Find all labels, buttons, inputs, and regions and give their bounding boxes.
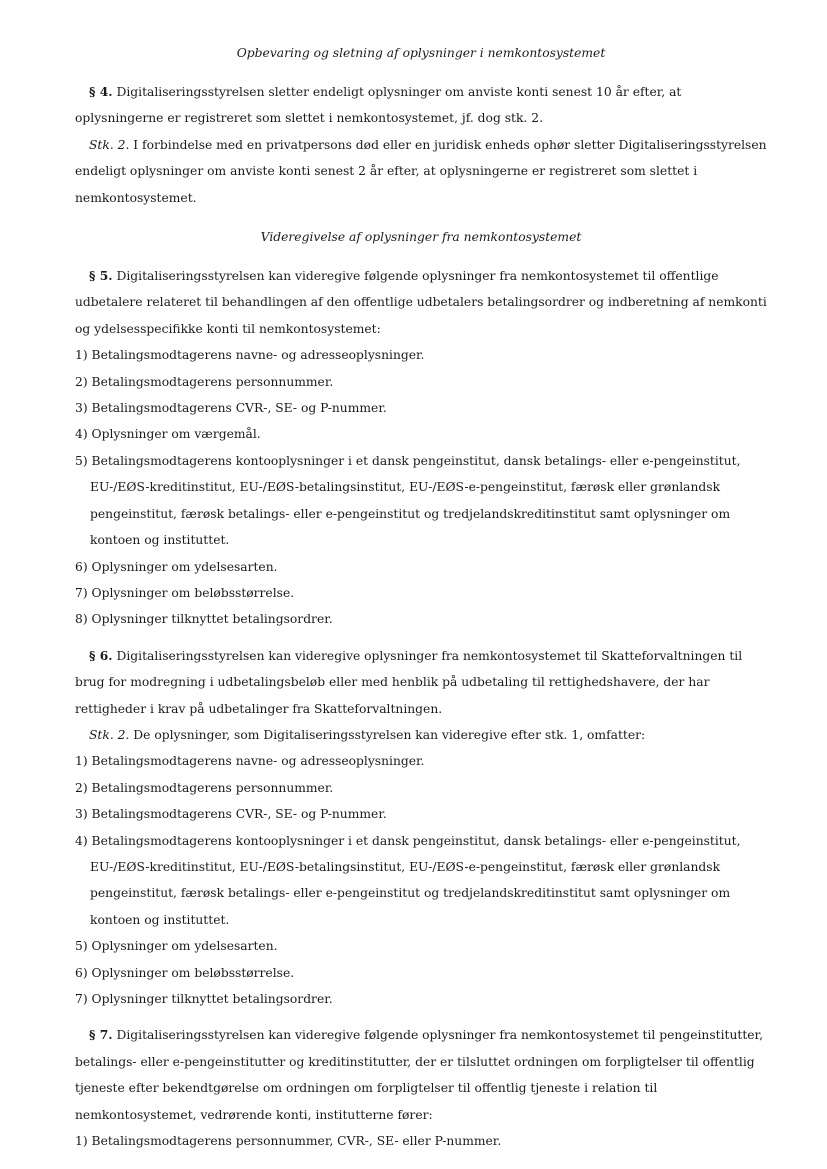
paragraph-text: Digitaliseringsstyrelsen kan videregive følgende oplysninger fra nemkontosystemet til pengeinstitutter, betalings- eller e-pengeinstitutter og kreditinstitutter, der er tilsluttet ordningen om forpligtelser til offentlig tjeneste efter bekendtgørelse om ordningen om forpligtelser til offentlig tjeneste i relation til nemkontosystemet, vedrørende konti, institutterne fører: bbox=[75, 1028, 763, 1122]
list-item: 5) Betalingsmodtagerens kontooplysninger i et dansk pengeinstitut, dansk betalings- eller e-pengeinstitut, EU-/EØS-kreditinstitut, EU-/EØS-betalingsinstitut, EU-/EØS-e-pengeinstitut, færøsk eller grønlandsk pengeinstitut, færøsk betalings- eller e-pengeinstitut og tredjelandskreditinstitut samt oplysninger om kontoen og instituttet. bbox=[75, 453, 741, 548]
section-number: § 4. bbox=[89, 84, 113, 99]
paragraph-5 bbox=[75, 263, 767, 342]
section-number: § 6. bbox=[89, 647, 113, 663]
paragraph-text: Digitaliseringsstyrelsen sletter endeligt oplysninger om anviste konti senest 10 år efter, at oplysningerne er registreret som slettet i nemkontosystemet, jf. dog stk. 2. bbox=[75, 85, 682, 126]
paragraph-text: Digitaliseringsstyrelsen kan videregive følgende oplysninger fra nemkontosystemet til offentlige udbetalere relateret til behandlingen af den offentlige udbetalers betalingsordrer og indberetning af nemkonti og ydelsesspecifikke konti til nemkontosystemet: bbox=[75, 269, 767, 336]
section-heading-storage: Opbevaring og sletning af oplysninger i nemkontosystemet bbox=[236, 46, 606, 60]
stk-label: Stk. 2. bbox=[89, 727, 130, 742]
list-item: 5) Oplysninger om ydelsesarten. bbox=[75, 939, 278, 954]
paragraph-6-list bbox=[75, 748, 767, 1012]
list-item: 7) Oplysninger om beløbsstørrelse. bbox=[75, 585, 295, 600]
list-item: 1) Betalingsmodtagerens navne- og adresseoplysninger. bbox=[75, 754, 425, 769]
list-item: 3) Betalingsmodtagerens CVR-, SE- og P-nummer. bbox=[75, 807, 387, 822]
list-item: 6) Oplysninger om ydelsesarten. bbox=[75, 559, 278, 574]
list-item: 4) Betalingsmodtagerens kontooplysninger i et dansk pengeinstitut, dansk betalings- eller e-pengeinstitut, EU-/EØS-kreditinstitut, EU-/EØS-betalingsinstitut, EU-/EØS-e-pengeinstitut, færøsk eller grønlandsk pengeinstitut, færøsk betalings- eller e-pengeinstitut og tredjelandskreditinstitut samt oplysninger om kontoen og instituttet. bbox=[75, 833, 741, 927]
paragraph-4-stk-2 bbox=[75, 132, 767, 211]
list-item: 6) Oplysninger om beløbsstørrelse. bbox=[75, 965, 295, 980]
list-item: 8) Oplysninger tilknyttet betalingsordrer. bbox=[75, 612, 333, 627]
paragraph-6 bbox=[75, 643, 767, 722]
paragraph-7-list bbox=[75, 1128, 767, 1154]
paragraph-5-list bbox=[75, 342, 767, 632]
section-number: § 5. bbox=[89, 268, 113, 284]
list-item: 3) Betalingsmodtagerens CVR-, SE- og P-nummer. bbox=[75, 401, 387, 416]
list-item: 1) Betalingsmodtagerens navne- og adresseoplysninger. bbox=[75, 348, 425, 363]
paragraph-text: Digitaliseringsstyrelsen kan videregive oplysninger fra nemkontosystemet til Skatteforvaltningen til brug for modregning i udbetalingsbeløb eller med henblik på udbetaling til rettighedshavere, der har rettigheder i krav på udbetalinger fra Skatteforvaltningen. bbox=[75, 648, 743, 716]
list-item: 1) Betalingsmodtagerens personnummer, CVR-, SE- eller P-nummer. bbox=[75, 1134, 502, 1149]
paragraph-4 bbox=[75, 79, 767, 132]
list-item: 2) Betalingsmodtagerens personnummer. bbox=[75, 780, 334, 795]
paragraph-7 bbox=[75, 1022, 767, 1128]
list-item: 4) Oplysninger om værgemål. bbox=[75, 427, 261, 442]
stk-label: Stk. 2. bbox=[89, 137, 130, 152]
paragraph-6-stk-2 bbox=[75, 722, 767, 748]
list-item: 7) Oplysninger tilknyttet betalingsordrer. bbox=[75, 992, 333, 1006]
list-item: 2) Betalingsmodtagerens personnummer. bbox=[75, 374, 334, 389]
paragraph-text: I forbindelse med en privatpersons død eller en juridisk enheds ophør sletter Digitaliseringsstyrelsen endeligt oplysninger om anviste konti senest 2 år efter, at oplysningerne er registreret som slettet i nemkontosystemet. bbox=[75, 137, 767, 205]
section-number: § 7. bbox=[89, 1027, 113, 1043]
section-heading-disclosure: Videregivelse af oplysninger fra nemkontosystemet bbox=[260, 230, 582, 245]
document-content bbox=[75, 40, 767, 1154]
paragraph-text: De oplysninger, som Digitaliseringsstyrelsen kan videregive efter stk. 1, omfatter: bbox=[129, 727, 646, 742]
